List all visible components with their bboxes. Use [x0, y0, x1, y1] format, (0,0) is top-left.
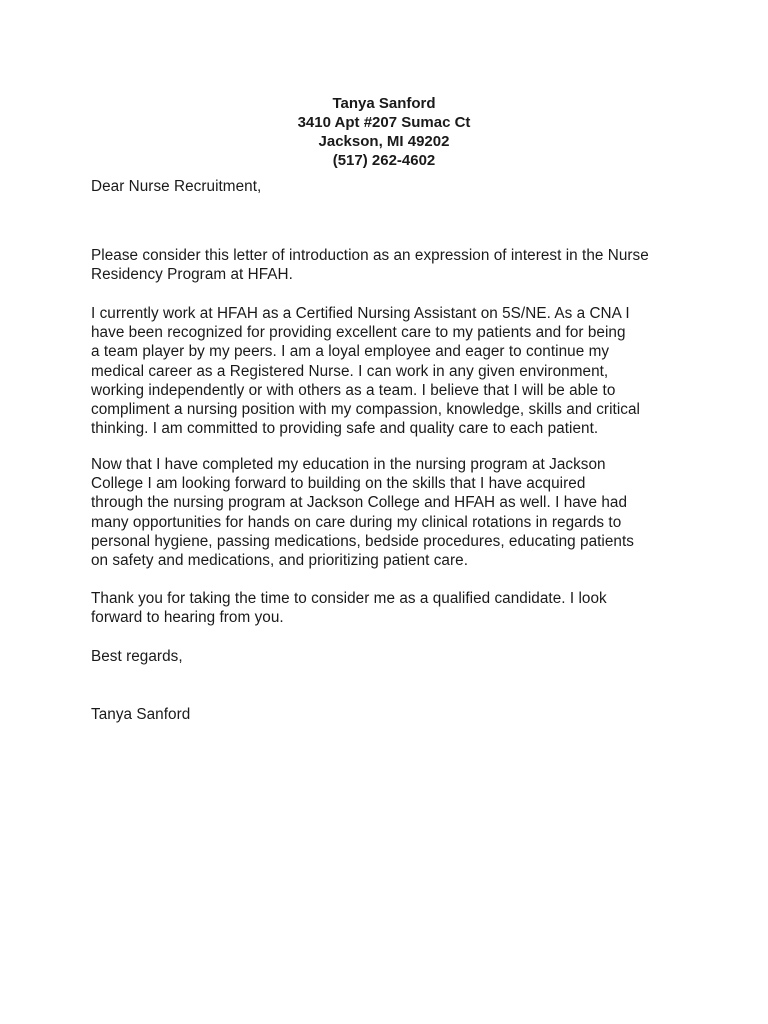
text-line: Residency Program at HFAH.: [91, 266, 293, 284]
text-line: on safety and medications, and prioritizing patient care.: [91, 552, 468, 570]
text-line: forward to hearing from you.: [91, 609, 284, 627]
paragraph-intro: [91, 246, 649, 284]
text-line: Thank you for taking the time to consider me as a qualified candidate. I look: [91, 590, 607, 607]
text-line: personal hygiene, passing medications, bedside procedures, educating patients: [91, 532, 634, 550]
signature: Tanya Sanford: [91, 706, 191, 723]
sender-name: Tanya Sanford: [332, 95, 436, 112]
text-line: College I am looking forward to building on the skills that I have acquired: [91, 475, 586, 493]
salutation: Dear Nurse Recruitment,: [91, 178, 262, 195]
text-line: a team player by my peers. I am a loyal employee and eager to continue my: [91, 343, 610, 361]
text-line: medical career as a Registered Nurse. I can work in any given environment,: [91, 362, 609, 380]
text-line: Please consider this letter of introduction as an expression of interest in the Nurse: [91, 247, 649, 264]
paragraph-experience: [91, 304, 640, 438]
paragraph-education: [91, 455, 634, 570]
paragraph-thanks: [91, 589, 607, 627]
sender-address-line-2: Jackson, MI 49202: [318, 133, 450, 150]
text-line: I currently work at HFAH as a Certified Nursing Assistant on 5S/NE. As a CNA I: [91, 305, 630, 322]
closing: Best regards,: [91, 648, 183, 665]
text-line: compliment a nursing position with my compassion, knowledge, skills and critical: [91, 401, 640, 419]
text-line: through the nursing program at Jackson College and HFAH as well. I have had: [91, 494, 628, 512]
letter-header: [0, 94, 768, 170]
text-line: have been recognized for providing excellent care to my patients and for being: [91, 324, 626, 342]
text-line: many opportunities for hands on care during my clinical rotations in regards to: [91, 513, 622, 531]
sender-address-line-1: 3410 Apt #207 Sumac Ct: [297, 114, 471, 131]
sender-phone: (517) 262-4602: [332, 152, 436, 169]
text-line: thinking. I am committed to providing safe and quality care to each patient.: [91, 420, 599, 438]
text-line: Now that I have completed my education in the nursing program at Jackson: [91, 456, 606, 473]
text-line: working independently or with others as a team. I believe that I will be able to: [91, 381, 616, 399]
